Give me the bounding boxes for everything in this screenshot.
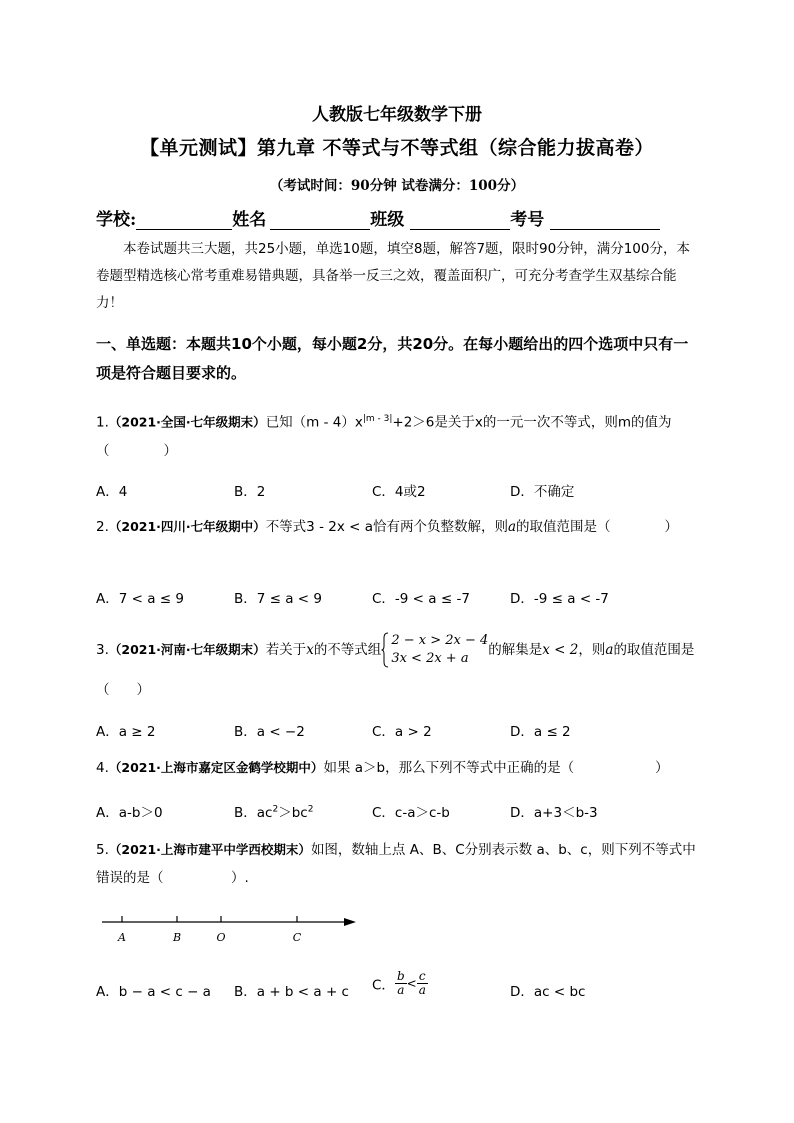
q3-option-a: A．a ≥ 2 [96,724,156,740]
exam-no-blank [550,211,660,230]
question-text: 如果 a＞b，那么下列不等式中正确的是（ ） [323,760,669,776]
arrow-right-icon [344,918,356,926]
question-number: 3. [96,642,109,658]
question-source: （2021·四川·七年级期中） [108,519,266,534]
exponent: |m - 3| [362,414,393,424]
name-label: 姓名 [232,210,267,230]
exam-info: （考试时间：90分钟 试卷满分：100分） [269,178,525,194]
q1-option-c: C．4或2 [372,484,426,500]
question-text: 的不等式组 [313,642,382,658]
section-heading: 一、单选题：本题共10个小题，每小题2分，共20分。在每小题给出的四个选项中只有一项是符合题目要求的。 [96,335,689,382]
fraction-c-over-a: $\frac{c}{a}$ [418,969,426,997]
q4-option-b: B．$ac^2>bc^2$ [234,804,314,821]
class-label: 班级 [370,210,405,230]
q5-option-c: C． $\frac{b}{a}$ < $\frac{c}{a}$ [372,969,426,997]
question-source: （2021·上海市建平中学西校期末） [108,842,311,857]
q5-option-b: B．a + b < a + c [234,984,349,1000]
question-text: 不等式3 - 2x < a恰有两个负整数解，则 [265,519,508,535]
question-source: （2021·全国·七年级期末） [108,414,266,430]
brace-icon [381,632,389,668]
q1-option-d: D．不确定 [510,484,575,500]
question-text: 若关于 [265,642,307,658]
fraction-b-over-a: $\frac{b}{a}$ [396,969,405,997]
q2-option-b: B．7 ≤ a < 9 [234,591,323,607]
q5-option-a: A．b − a < c − a [96,984,211,1000]
question-4 [96,754,700,782]
number-line-figure [96,908,366,950]
question-text: 的解集是 [488,642,543,658]
q2-option-a: A．7 < a ≤ 9 [96,591,184,607]
label-o: O [216,931,226,944]
document-title: 人教版七年级数学下册 [312,105,482,125]
q2-option-c: C．-9 < a ≤ -7 [372,591,470,607]
question-number: 1. [96,414,109,431]
inequality-2: 3x < 2x + a [391,651,469,666]
variable-a: a [507,519,517,535]
question-text: 已知（m - 4）x [265,414,363,431]
question-number: 5. [96,842,109,858]
inequality-system [381,632,488,668]
question-text: 的取值范围是（ ） [96,642,695,698]
name-blank [270,211,370,230]
question-source: （2021·河南·七年级期末） [108,642,266,657]
question-text: ，则 [578,642,606,658]
exam-no-label: 考号 [510,210,545,230]
question-number: 4. [96,760,109,776]
q2-option-d: D．-9 ≤ a < -7 [510,591,609,607]
question-text: 的取值范围是（ ） [516,519,679,535]
solution-condition: x < 2 [542,642,579,658]
q3-option-c: C．a > 2 [372,724,432,740]
question-source: （2021·上海市嘉定区金鹤学校期中） [108,760,324,775]
label-b: B [172,931,182,944]
label-a: A [118,931,126,944]
question-text: +2＞6是关于x的一元一次不等式，则m的值为（ ） [96,414,672,459]
student-info-row [96,205,700,230]
q3-option-b: B．a < −2 [234,724,305,740]
q4-option-d: D．a+3＜b-3 [510,805,598,821]
school-label: 学校: [96,210,137,230]
label-c: C [292,931,302,944]
q5-option-d: D．ac < bc [510,984,586,1000]
q4-option-a: A．a-b＞0 [96,805,163,821]
variable-a: a [605,642,614,658]
q1-option-b: B．2 [234,484,266,500]
question-5 [96,836,700,892]
school-blank [136,211,232,230]
variable-x: x [306,642,314,658]
class-blank [410,211,510,230]
intro-paragraph: 本卷试题共三大题，共25小题，单选10题，填空8题，解答7题，限时90分钟，满分100分，本卷题型精选核心常考重难易错典题，具备举一反三之效，覆盖面积广，可充分考查学生双基综合能力！ [96,241,690,311]
question-3 [96,630,700,710]
question-1 [96,405,700,465]
question-2 [96,513,700,541]
question-number: 2. [96,519,109,535]
inequality-1: 2 − x > 2x − 4 [391,633,489,648]
document-subtitle: 【单元测试】第九章 不等式与不等式组（综合能力拔高卷） [139,137,655,159]
q1-option-a: A．4 [96,484,128,500]
q3-option-d: D．a ≤ 2 [510,724,571,740]
q4-option-c: C．c-a＞c-b [372,805,450,821]
question-text: 如图，数轴上点 A、B、C分别表示数 a、b、c，则下列不等式中错误的是（ ）. [96,842,696,886]
